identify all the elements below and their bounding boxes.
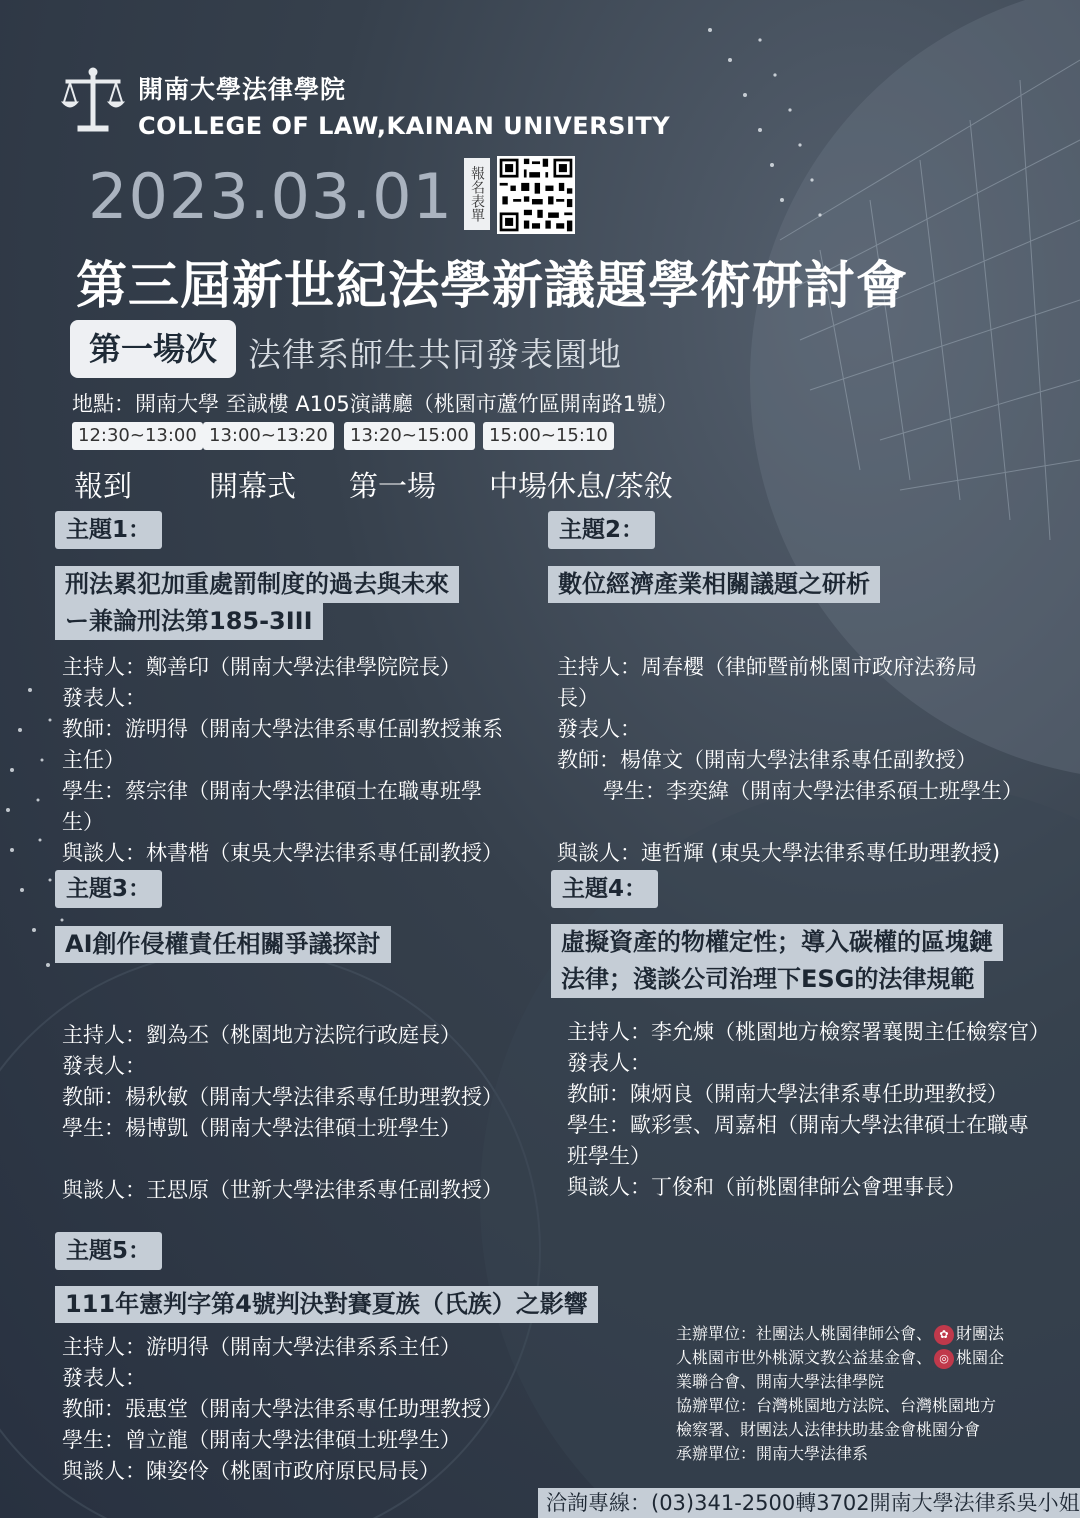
topic-tag: 主題1： (55, 511, 162, 549)
detail-line: 主持人：李允煉（桃園地方檢察署襄閱主任檢察官） (567, 1020, 1050, 1044)
schedule-event: 開幕式 (209, 469, 297, 503)
detail-line: 長） (557, 686, 599, 710)
detail-line: 與談人：丁俊和（前桃園律師公會理事長） (567, 1175, 966, 1199)
detail-line: 主持人：鄭善印（開南大學法律學院院長） (62, 655, 461, 679)
organizer-text: 主辦單位：社團法人桃園律師公會、 (676, 1324, 933, 1343)
topic-details (62, 652, 503, 869)
registration-qr-code[interactable] (497, 156, 575, 234)
event-date: 2023.03.01 (88, 160, 453, 233)
schedule-event: 報到 (74, 469, 133, 503)
session-badge: 第一場次 (70, 320, 236, 378)
detail-line: 學生：歐彩雲、周嘉相（開南大學法律碩士在職專 (567, 1113, 1029, 1137)
topic-title-line: AI創作侵權責任相關爭議探討 (55, 926, 391, 963)
org-name-en: COLLEGE OF LAW,KAINAN UNIVERSITY (138, 112, 671, 140)
topic-details (62, 1020, 503, 1206)
topic-title-line: 刑法累犯加重處罰制度的過去與未來 (55, 566, 459, 603)
schedule-time: 13:00~13:20 (203, 422, 334, 450)
topic-details (557, 652, 1023, 869)
topic-title (55, 566, 459, 640)
organizer-text: 承辦單位：開南大學法律系 (676, 1444, 869, 1463)
detail-line: 學生：李奕緯（開南大學法律系碩士班學生） (603, 779, 1023, 803)
organizer-text: 檢察署、財團法人法律扶助基金會桃園分會 (676, 1420, 981, 1439)
detail-line: 與談人：連哲輝 (東吳大學法律系專任助理教授) (557, 841, 1001, 865)
detail-line: 主任） (62, 748, 125, 772)
detail-line: 教師：張惠堂（開南大學法律系專任助理教授） (62, 1397, 503, 1421)
schedule-event: 第一場 (349, 469, 437, 503)
detail-line: 發表人： (62, 1054, 146, 1078)
venue: 地點：開南大學 至誠樓 A105演講廳（桃園市蘆竹區開南路1號） (72, 392, 679, 416)
organizer-text: 財團法 (956, 1324, 1005, 1343)
detail-line: 教師：楊秋敏（開南大學法律系專任助理教授） (62, 1085, 503, 1109)
detail-line: 教師：陳炳良（開南大學法律系專任助理教授） (567, 1082, 1008, 1106)
detail-line: 主持人：劉為丕（桃園地方法院行政庭長） (62, 1023, 461, 1047)
organizer-text: 協辦單位：台灣桃園地方法院、台灣桃園地方 (676, 1396, 997, 1415)
scales-of-justice-icon (60, 66, 126, 136)
topic-title-line: ー兼論刑法第185-3III (55, 603, 323, 640)
foundation-logo-icon: ✿ (934, 1325, 954, 1345)
detail-line: 教師：楊偉文（開南大學法律系專任副教授） (557, 748, 977, 772)
detail-line: 主持人：周春櫻（律師暨前桃園市政府法務局 (557, 655, 977, 679)
schedule-time: 13:20~15:00 (344, 422, 475, 450)
topic-details (62, 1332, 503, 1487)
registration-label: 報名表單 (464, 158, 490, 230)
contact-hotline: 洽詢專線：(03)341-2500轉3702開南大學法律系吳小姐 (538, 1488, 1080, 1518)
detail-line: 生） (62, 810, 104, 834)
organizer-text: 桃園企 (956, 1348, 1005, 1367)
detail-line: 學生：楊博凱（開南大學法律碩士班學生） (62, 1116, 461, 1140)
schedule-event: 中場休息/茶敘 (489, 469, 673, 503)
enterprise-logo-icon: ◎ (934, 1349, 954, 1369)
topic-title (551, 924, 1003, 998)
detail-line: 發表人： (62, 686, 146, 710)
detail-line (62, 1144, 503, 1175)
topic-tag: 主題3： (55, 870, 162, 908)
conference-title: 第三屆新世紀法學新議題學術研討會 (76, 257, 909, 316)
detail-line: 與談人：陳姿伶（桃園市政府原民局長） (62, 1459, 440, 1483)
detail-line (557, 807, 1000, 838)
detail-line: 主持人：游明得（開南大學法律系系主任） (62, 1335, 461, 1359)
topic-details (567, 1017, 1050, 1203)
detail-line: 與談人：林書楷（東吳大學法律系專任副教授） (62, 841, 503, 865)
organizer-text: 人桃園市世外桃源文教公益基金會、 (676, 1348, 933, 1367)
topic-title-line: 數位經濟產業相關議題之研析 (548, 566, 880, 603)
topic-title-line: 虛擬資產的物權定性；導入碳權的區塊鏈 (551, 924, 1003, 961)
topic-title-line: 111年憲判字第4號判決對賽夏族（氏族）之影響 (55, 1286, 598, 1323)
session-subtitle: 法律系師生共同發表園地 (248, 335, 622, 374)
topic-title (55, 1286, 598, 1323)
org-name-zh: 開南大學法律學院 (138, 75, 347, 104)
detail-line: 發表人： (567, 1051, 651, 1075)
topic-title-line: 法律；淺談公司治理下ESG的法律規範 (551, 961, 984, 998)
detail-line: 學生：蔡宗律（開南大學法律碩士在職專班學 (62, 779, 482, 803)
detail-line: 與談人：王思原（世新大學法律系專任副教授） (62, 1178, 503, 1202)
topic-title (55, 926, 391, 963)
topic-tag: 主題2： (548, 511, 655, 549)
detail-line: 教師：游明得（開南大學法律系專任副教授兼系 (62, 717, 503, 741)
organizer-text: 業聯合會、開南大學法律學院 (676, 1372, 885, 1391)
detail-line: 發表人： (557, 717, 641, 741)
detail-line: 班學生） (567, 1144, 651, 1168)
detail-line: 發表人： (62, 1366, 146, 1390)
organizers (676, 1322, 1056, 1466)
topic-title (548, 566, 880, 603)
topic-tag: 主題4： (551, 870, 658, 908)
schedule-time: 12:30~13:00 (72, 422, 203, 450)
topic-tag: 主題5： (55, 1232, 162, 1270)
schedule-time: 15:00~15:10 (483, 422, 614, 450)
detail-line: 學生：曾立龍（開南大學法律碩士班學生） (62, 1428, 461, 1452)
